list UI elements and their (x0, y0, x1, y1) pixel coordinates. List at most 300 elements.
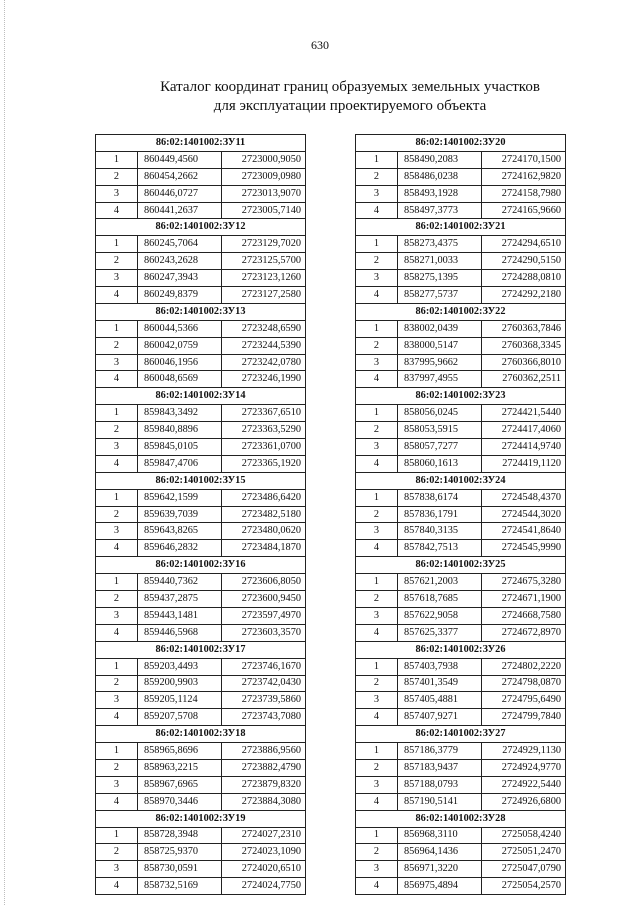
table-row (356, 270, 566, 287)
table-row (96, 489, 306, 506)
coord-y: 2723242,0780 (222, 354, 306, 371)
parcel-header-row (356, 557, 566, 574)
coord-y: 2723125,5700 (222, 253, 306, 270)
point-number: 3 (356, 776, 398, 793)
coord-y: 2723480,0620 (222, 523, 306, 540)
table-row (356, 405, 566, 422)
point-number: 3 (356, 523, 398, 540)
coord-x: 859203,4493 (138, 658, 222, 675)
coord-x: 858725,9370 (138, 844, 222, 861)
binder-edge (0, 0, 5, 905)
coord-y: 2724292,2180 (482, 287, 566, 304)
table-row (356, 624, 566, 641)
parcel-header-row (96, 472, 306, 489)
coordinates-table-left (95, 134, 306, 895)
coord-y: 2724545,9990 (482, 540, 566, 557)
coord-x: 859845,0105 (138, 439, 222, 456)
coord-x: 860454,2662 (138, 168, 222, 185)
coord-y: 2724294,6510 (482, 236, 566, 253)
coord-y: 2724671,1900 (482, 591, 566, 608)
coord-y: 2724668,7580 (482, 607, 566, 624)
coord-x: 858053,5915 (398, 422, 482, 439)
table-row (356, 607, 566, 624)
table-row (96, 827, 306, 844)
parcel-id: 86:02:1401002:ЗУ16 (96, 557, 306, 574)
point-number: 1 (96, 827, 138, 844)
point-number: 1 (356, 320, 398, 337)
point-number: 4 (96, 455, 138, 472)
coord-x: 856968,3110 (398, 827, 482, 844)
point-number: 4 (96, 287, 138, 304)
coordinates-table-right-body (356, 135, 566, 895)
table-row (356, 202, 566, 219)
point-number: 1 (96, 489, 138, 506)
coord-y: 2724288,0810 (482, 270, 566, 287)
table-row (96, 168, 306, 185)
point-number: 3 (96, 185, 138, 202)
point-number: 3 (356, 354, 398, 371)
table-row (96, 202, 306, 219)
point-number: 3 (96, 354, 138, 371)
point-number: 1 (96, 574, 138, 591)
coord-y: 2723882,4790 (222, 759, 306, 776)
coord-x: 860446,0727 (138, 185, 222, 202)
point-number: 1 (356, 743, 398, 760)
parcel-id: 86:02:1401002:ЗУ15 (96, 472, 306, 489)
parcel-header-row (356, 303, 566, 320)
coord-x: 860046,1956 (138, 354, 222, 371)
point-number: 3 (96, 270, 138, 287)
table-row (356, 489, 566, 506)
point-number: 2 (356, 422, 398, 439)
table-row (356, 743, 566, 760)
table-row (356, 439, 566, 456)
parcel-id: 86:02:1401002:ЗУ19 (96, 810, 306, 827)
point-number: 3 (356, 270, 398, 287)
coord-y: 2760366,8010 (482, 354, 566, 371)
table-row (356, 320, 566, 337)
table-row (356, 422, 566, 439)
table-row (96, 675, 306, 692)
coord-y: 2723884,3080 (222, 793, 306, 810)
coord-y: 2725047,0790 (482, 861, 566, 878)
coord-y: 2723123,1260 (222, 270, 306, 287)
table-row (96, 743, 306, 760)
table-row (356, 371, 566, 388)
table-row (96, 455, 306, 472)
coord-x: 857836,1791 (398, 506, 482, 523)
parcel-header-row (356, 472, 566, 489)
coord-y: 2723000,9050 (222, 151, 306, 168)
coord-y: 2723244,5390 (222, 337, 306, 354)
point-number: 3 (96, 692, 138, 709)
table-row (96, 709, 306, 726)
table-row (356, 236, 566, 253)
page-title (60, 78, 640, 116)
table-row (356, 185, 566, 202)
coord-y: 2723597,4970 (222, 607, 306, 624)
point-number: 4 (96, 624, 138, 641)
coord-x: 856975,4894 (398, 878, 482, 895)
coord-y: 2724799,7840 (482, 709, 566, 726)
coord-x: 838002,0439 (398, 320, 482, 337)
point-number: 2 (96, 844, 138, 861)
coord-y: 2723013,9070 (222, 185, 306, 202)
coord-x: 859205,1124 (138, 692, 222, 709)
coord-x: 857618,7685 (398, 591, 482, 608)
point-number: 2 (96, 675, 138, 692)
table-row (96, 776, 306, 793)
coord-x: 860243,2628 (138, 253, 222, 270)
coord-y: 2725054,2570 (482, 878, 566, 895)
coord-x: 858965,8696 (138, 743, 222, 760)
point-number: 4 (96, 540, 138, 557)
coord-y: 2725051,2470 (482, 844, 566, 861)
point-number: 1 (356, 827, 398, 844)
coord-y: 2760368,3345 (482, 337, 566, 354)
table-row (356, 793, 566, 810)
table-row (96, 844, 306, 861)
coord-x: 837997,4955 (398, 371, 482, 388)
parcel-header-row (356, 219, 566, 236)
table-row (96, 337, 306, 354)
table-row (96, 624, 306, 641)
coord-y: 2724798,0870 (482, 675, 566, 692)
point-number: 1 (356, 489, 398, 506)
parcel-header-row (96, 303, 306, 320)
point-number: 3 (356, 692, 398, 709)
coord-y: 2724544,3020 (482, 506, 566, 523)
coord-x: 857840,3135 (398, 523, 482, 540)
coord-x: 859639,7039 (138, 506, 222, 523)
coord-y: 2723248,6590 (222, 320, 306, 337)
coord-y: 2723606,8050 (222, 574, 306, 591)
parcel-header-row (96, 557, 306, 574)
coord-y: 2724162,9820 (482, 168, 566, 185)
coord-y: 2724421,5440 (482, 405, 566, 422)
parcel-id: 86:02:1401002:ЗУ11 (96, 135, 306, 152)
point-number: 2 (96, 759, 138, 776)
coord-y: 2724170,1500 (482, 151, 566, 168)
parcel-header-row (356, 810, 566, 827)
point-number: 1 (356, 405, 398, 422)
coord-y: 2724541,8640 (482, 523, 566, 540)
table-row (96, 287, 306, 304)
coord-x: 858060,1613 (398, 455, 482, 472)
point-number: 2 (96, 591, 138, 608)
coord-y: 2724024,7750 (222, 878, 306, 895)
coord-y: 2723363,5290 (222, 422, 306, 439)
coordinates-table-right (355, 134, 566, 895)
table-row (96, 506, 306, 523)
coord-y: 2724929,1130 (482, 743, 566, 760)
coord-y: 2724419,1120 (482, 455, 566, 472)
point-number: 4 (356, 793, 398, 810)
parcel-id: 86:02:1401002:ЗУ24 (356, 472, 566, 489)
coord-y: 2723879,8320 (222, 776, 306, 793)
coord-x: 860048,6569 (138, 371, 222, 388)
coord-y: 2724165,9660 (482, 202, 566, 219)
coord-x: 837995,9662 (398, 354, 482, 371)
coord-x: 858497,3773 (398, 202, 482, 219)
point-number: 4 (356, 878, 398, 895)
point-number: 4 (356, 540, 398, 557)
coord-x: 857188,0793 (398, 776, 482, 793)
point-number: 3 (96, 861, 138, 878)
parcel-id: 86:02:1401002:ЗУ18 (96, 726, 306, 743)
coord-y: 2724672,8970 (482, 624, 566, 641)
point-number: 3 (356, 861, 398, 878)
table-row (96, 591, 306, 608)
table-row (356, 709, 566, 726)
point-number: 2 (356, 675, 398, 692)
parcel-header-row (96, 641, 306, 658)
parcel-id: 86:02:1401002:ЗУ27 (356, 726, 566, 743)
coord-y: 2723739,5860 (222, 692, 306, 709)
table-row (96, 151, 306, 168)
coord-x: 857407,9271 (398, 709, 482, 726)
table-row (96, 236, 306, 253)
coord-x: 857190,5141 (398, 793, 482, 810)
point-number: 4 (96, 371, 138, 388)
table-row (96, 861, 306, 878)
coord-y: 2723603,3570 (222, 624, 306, 641)
point-number: 1 (96, 236, 138, 253)
point-number: 4 (356, 371, 398, 388)
coord-x: 856964,1436 (398, 844, 482, 861)
parcel-header-row (96, 219, 306, 236)
coord-x: 838000,5147 (398, 337, 482, 354)
point-number: 2 (96, 337, 138, 354)
coord-y: 2723246,1990 (222, 371, 306, 388)
point-number: 1 (356, 574, 398, 591)
table-row (96, 405, 306, 422)
coord-y: 2724414,9740 (482, 439, 566, 456)
coord-y: 2724158,7980 (482, 185, 566, 202)
table-row (356, 574, 566, 591)
parcel-id: 86:02:1401002:ЗУ28 (356, 810, 566, 827)
point-number: 4 (96, 709, 138, 726)
coord-x: 860042,0759 (138, 337, 222, 354)
coord-x: 859642,1599 (138, 489, 222, 506)
coord-x: 860044,5366 (138, 320, 222, 337)
table-row (96, 658, 306, 675)
coord-x: 859843,3492 (138, 405, 222, 422)
coord-x: 859643,8265 (138, 523, 222, 540)
point-number: 1 (356, 236, 398, 253)
table-row (356, 692, 566, 709)
point-number: 4 (356, 455, 398, 472)
coord-y: 2724548,4370 (482, 489, 566, 506)
table-row (356, 455, 566, 472)
point-number: 3 (356, 185, 398, 202)
coord-x: 858730,0591 (138, 861, 222, 878)
coord-y: 2723600,9450 (222, 591, 306, 608)
coord-x: 858486,0238 (398, 168, 482, 185)
table-row (356, 354, 566, 371)
coord-y: 2723886,9560 (222, 743, 306, 760)
parcel-id: 86:02:1401002:ЗУ26 (356, 641, 566, 658)
parcel-id: 86:02:1401002:ЗУ23 (356, 388, 566, 405)
parcel-header-row (356, 641, 566, 658)
coord-y: 2724020,6510 (222, 861, 306, 878)
coord-y: 2723486,6420 (222, 489, 306, 506)
coord-x: 857625,3377 (398, 624, 482, 641)
coord-x: 860441,2637 (138, 202, 222, 219)
coordinates-table-left-body (96, 135, 306, 895)
coord-x: 859207,5708 (138, 709, 222, 726)
table-row (96, 793, 306, 810)
point-number: 4 (356, 624, 398, 641)
point-number: 3 (96, 607, 138, 624)
table-row (96, 371, 306, 388)
table-row (96, 759, 306, 776)
coord-x: 859200,9903 (138, 675, 222, 692)
coord-x: 860449,4560 (138, 151, 222, 168)
coord-x: 859440,7362 (138, 574, 222, 591)
coord-x: 858275,1395 (398, 270, 482, 287)
table-row (96, 320, 306, 337)
table-row (96, 354, 306, 371)
point-number: 1 (96, 151, 138, 168)
table-row (356, 675, 566, 692)
coord-x: 857183,9437 (398, 759, 482, 776)
parcel-header-row (96, 135, 306, 152)
point-number: 3 (356, 607, 398, 624)
coord-y: 2724023,1090 (222, 844, 306, 861)
coord-y: 2724290,5150 (482, 253, 566, 270)
table-row (356, 506, 566, 523)
coord-y: 2723127,2580 (222, 287, 306, 304)
coord-x: 858490,2083 (398, 151, 482, 168)
parcel-id: 86:02:1401002:ЗУ17 (96, 641, 306, 658)
coord-y: 2724417,4060 (482, 422, 566, 439)
coord-y: 2723005,7140 (222, 202, 306, 219)
table-row (96, 692, 306, 709)
coord-y: 2723743,7080 (222, 709, 306, 726)
parcel-header-row (356, 388, 566, 405)
coord-x: 859847,4706 (138, 455, 222, 472)
table-row (356, 151, 566, 168)
point-number: 4 (96, 793, 138, 810)
coord-y: 2724922,5440 (482, 776, 566, 793)
coord-y: 2723129,7020 (222, 236, 306, 253)
point-number: 2 (96, 253, 138, 270)
coord-x: 857622,9058 (398, 607, 482, 624)
table-row (356, 878, 566, 895)
coord-y: 2724924,9770 (482, 759, 566, 776)
coord-y: 2723367,6510 (222, 405, 306, 422)
coord-x: 859446,5968 (138, 624, 222, 641)
coord-y: 2723742,0430 (222, 675, 306, 692)
table-row (96, 439, 306, 456)
coord-x: 857842,7513 (398, 540, 482, 557)
coord-x: 857186,3779 (398, 743, 482, 760)
parcel-id: 86:02:1401002:ЗУ21 (356, 219, 566, 236)
table-row (96, 253, 306, 270)
point-number: 1 (96, 658, 138, 675)
coord-x: 858273,4375 (398, 236, 482, 253)
coord-y: 2723361,0700 (222, 439, 306, 456)
coord-x: 858277,5737 (398, 287, 482, 304)
table-row (356, 253, 566, 270)
coord-x: 858728,3948 (138, 827, 222, 844)
point-number: 2 (356, 591, 398, 608)
coord-x: 858056,0245 (398, 405, 482, 422)
point-number: 2 (356, 337, 398, 354)
table-row (356, 287, 566, 304)
table-row (356, 168, 566, 185)
table-row (356, 591, 566, 608)
parcel-id: 86:02:1401002:ЗУ12 (96, 219, 306, 236)
point-number: 1 (96, 743, 138, 760)
coord-x: 860247,3943 (138, 270, 222, 287)
coord-x: 858963,2215 (138, 759, 222, 776)
coord-x: 858732,5169 (138, 878, 222, 895)
table-row (356, 337, 566, 354)
coord-y: 2724795,6490 (482, 692, 566, 709)
coord-x: 857403,7938 (398, 658, 482, 675)
point-number: 2 (356, 844, 398, 861)
coord-x: 859840,8896 (138, 422, 222, 439)
table-row (96, 574, 306, 591)
table-row (356, 540, 566, 557)
page-number: 630 (311, 38, 329, 52)
coord-x: 858057,7277 (398, 439, 482, 456)
table-row (96, 540, 306, 557)
parcel-id: 86:02:1401002:ЗУ13 (96, 303, 306, 320)
coord-x: 857838,6174 (398, 489, 482, 506)
table-row (96, 878, 306, 895)
point-number: 2 (96, 168, 138, 185)
table-row (356, 759, 566, 776)
parcel-header-row (356, 135, 566, 152)
coord-x: 858970,3446 (138, 793, 222, 810)
coord-y: 2724802,2220 (482, 658, 566, 675)
table-row (356, 861, 566, 878)
coord-x: 858493,1928 (398, 185, 482, 202)
coord-x: 859443,1481 (138, 607, 222, 624)
point-number: 3 (96, 439, 138, 456)
table-row (356, 658, 566, 675)
coord-x: 857401,3549 (398, 675, 482, 692)
parcel-header-row (96, 388, 306, 405)
point-number: 2 (356, 506, 398, 523)
point-number: 4 (96, 202, 138, 219)
point-number: 3 (96, 523, 138, 540)
coord-y: 2723365,1920 (222, 455, 306, 472)
point-number: 2 (96, 506, 138, 523)
coord-y: 2723746,1670 (222, 658, 306, 675)
coord-y: 2725058,4240 (482, 827, 566, 844)
table-row (96, 185, 306, 202)
parcel-id: 86:02:1401002:ЗУ22 (356, 303, 566, 320)
coord-y: 2724675,3280 (482, 574, 566, 591)
coord-y: 2724027,2310 (222, 827, 306, 844)
table-row (96, 422, 306, 439)
parcel-id: 86:02:1401002:ЗУ20 (356, 135, 566, 152)
point-number: 3 (96, 776, 138, 793)
table-row (356, 523, 566, 540)
coord-y: 2760363,7846 (482, 320, 566, 337)
table-row (96, 607, 306, 624)
point-number: 2 (96, 422, 138, 439)
parcel-header-row (356, 726, 566, 743)
coord-y: 2724926,6800 (482, 793, 566, 810)
coord-x: 857621,2003 (398, 574, 482, 591)
table-row (356, 844, 566, 861)
table-row (96, 523, 306, 540)
